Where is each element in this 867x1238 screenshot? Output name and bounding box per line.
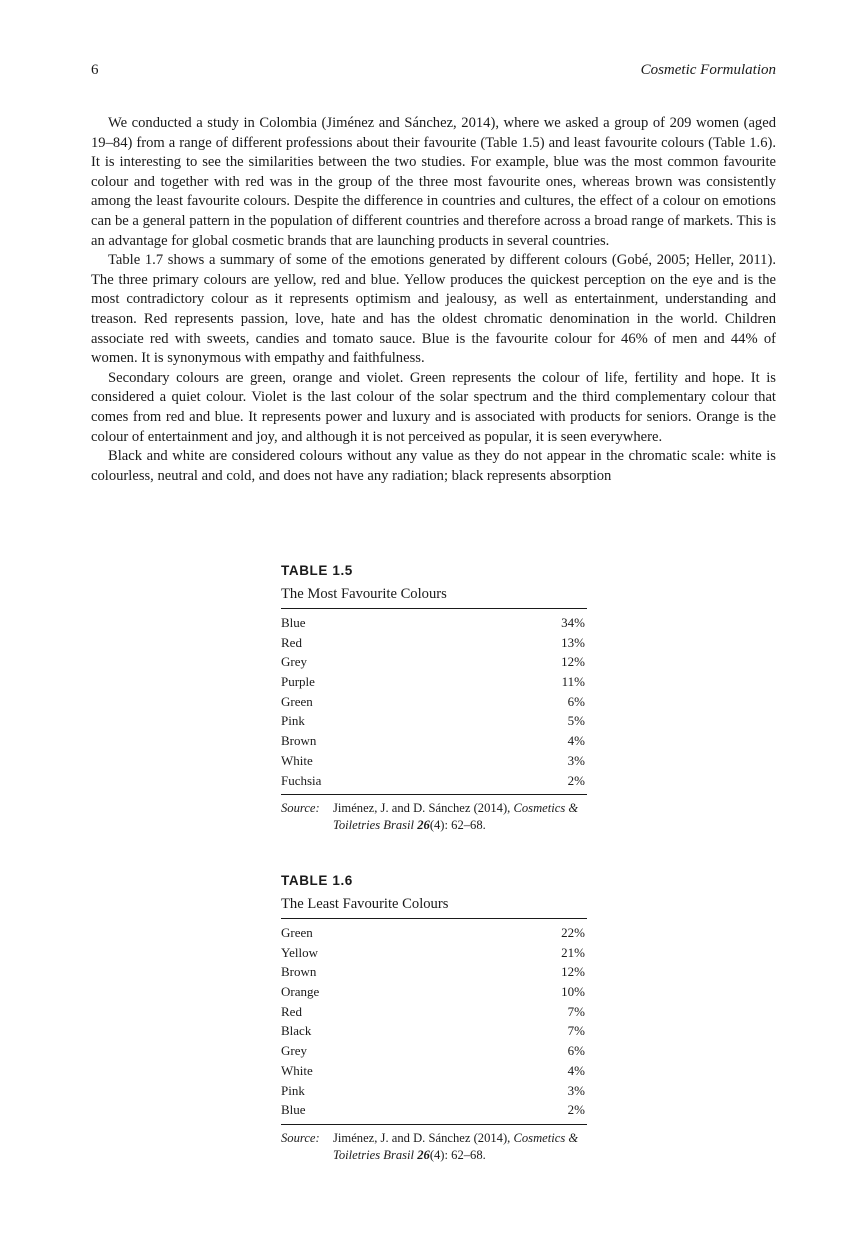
colour-cell: White	[281, 1062, 313, 1078]
page-header	[91, 62, 776, 84]
paragraph: We conducted a study in Colombia (Jiménez and Sánchez, 2014), where we asked a group of 209 women (aged 19–84) from a range of different professions about their favourite (Table 1.5) and least favourite colours (Table 1.6). It is interesting to see the similarities between the two studies. For example, blue was the most common favourite colour and together with red was in the group of the three most favourite ones, whereas brown was consistently among the least favourite colours. Despite the difference in countries and cultures, the effect of a colour on emotions can be a general pattern in the population of different countries and therefore across a broad range of markets. This is an advantage for global cosmetic brands that are launching products in several countries.	[91, 115, 776, 249]
colour-cell: Green	[281, 693, 313, 709]
colour-cell: Green	[281, 925, 313, 940]
table-1-5	[281, 563, 587, 834]
table-row	[281, 672, 587, 692]
percent-cell: 6%	[567, 1043, 585, 1059]
percent-cell: 6%	[567, 693, 585, 709]
table-row	[281, 771, 587, 791]
source-volume: 26	[417, 1147, 430, 1162]
source-authors: Jiménez, J. and D. Sánchez (2014),	[333, 801, 514, 816]
table-row	[281, 962, 587, 982]
percent-cell: 10%	[561, 984, 585, 1000]
percent-cell: 3%	[567, 1082, 585, 1098]
table-row	[281, 652, 587, 672]
table-caption: The Least Favourite Colours	[281, 896, 587, 919]
table-caption: The Most Favourite Colours	[281, 586, 587, 609]
source-label: Source:	[281, 801, 320, 816]
source-label: Source:	[281, 1130, 320, 1145]
percent-cell: 3%	[567, 752, 585, 768]
body-text	[91, 114, 776, 486]
table-row	[281, 613, 587, 633]
table-row	[281, 711, 587, 731]
table-body	[281, 609, 587, 795]
table-1-6	[281, 873, 587, 1164]
table-row	[281, 982, 587, 1002]
table-body	[281, 919, 587, 1125]
percent-cell: 12%	[561, 654, 585, 670]
colour-cell: Fuchsia	[281, 772, 322, 788]
running-title: Cosmetic Formulation	[640, 62, 776, 78]
percent-cell: 2%	[567, 1102, 585, 1118]
table-row	[281, 1021, 587, 1041]
colour-cell: Red	[281, 1003, 302, 1019]
colour-cell: Yellow	[281, 944, 318, 960]
percent-cell: 11%	[561, 674, 585, 690]
table-row	[281, 923, 587, 943]
percent-cell: 7%	[567, 1023, 585, 1039]
colour-cell: Purple	[281, 674, 315, 690]
percent-cell: 5%	[567, 713, 585, 729]
colour-cell: Blue	[281, 1102, 306, 1118]
colour-cell: Pink	[281, 1082, 305, 1098]
source-pages: (4): 62–68.	[429, 1147, 486, 1162]
source-citation	[333, 800, 587, 834]
table-row	[281, 1061, 587, 1081]
table-source	[281, 1130, 587, 1164]
table-source	[281, 800, 587, 834]
colour-cell: Blue	[281, 615, 306, 630]
table-row	[281, 943, 587, 963]
table-row	[281, 751, 587, 771]
percent-cell: 34%	[561, 615, 585, 630]
table-row	[281, 1041, 587, 1061]
colour-cell: Pink	[281, 713, 305, 729]
colour-cell: Grey	[281, 654, 307, 670]
colour-cell: Grey	[281, 1043, 307, 1059]
page-number: 6	[91, 62, 99, 78]
colour-cell: Red	[281, 634, 302, 650]
colour-cell: Orange	[281, 984, 320, 1000]
table-label: TABLE 1.6	[281, 873, 353, 888]
table-row	[281, 1081, 587, 1101]
percent-cell: 12%	[561, 964, 585, 980]
paragraph: Black and white are considered colours without any value as they do not appear in the chromatic scale: white is colourless, neutral and cold, and does not have any radiation; black represents absorption	[91, 448, 776, 484]
table-row	[281, 1100, 587, 1120]
source-pages: (4): 62–68.	[429, 818, 486, 833]
colour-cell: Brown	[281, 964, 317, 980]
source-journal: Cosmetics & Toiletries Brasil	[333, 1130, 579, 1162]
source-citation	[333, 1130, 587, 1164]
percent-cell: 13%	[561, 634, 585, 650]
paragraph: Table 1.7 shows a summary of some of the emotions generated by different colours (Gobé, 2005; Heller, 2011). The three primary colours are yellow, red and blue. Yellow produces the quickest perception on the eye and is the most contradictory colour as it represents optimism and jealousy, as well as entertainment, understanding and treason. Red represents passion, love, hate and has the oldest chromatic denomination in the world. Children associate red with sweets, candies and tomato sauce. Blue is the favourite colour for 46% of men and 44% of women. It is synonymous with empathy and faithfulness.	[91, 252, 776, 367]
source-volume: 26	[417, 818, 430, 833]
percent-cell: 7%	[567, 1003, 585, 1019]
colour-cell: White	[281, 752, 313, 768]
table-row	[281, 633, 587, 653]
percent-cell: 4%	[567, 1062, 585, 1078]
table-row	[281, 1002, 587, 1022]
table-row	[281, 731, 587, 751]
percent-cell: 2%	[567, 772, 585, 788]
table-label: TABLE 1.5	[281, 563, 353, 578]
table-row	[281, 692, 587, 712]
source-journal: Cosmetics & Toiletries Brasil	[333, 801, 579, 833]
colour-cell: Black	[281, 1023, 312, 1039]
colour-cell: Brown	[281, 733, 317, 749]
percent-cell: 22%	[561, 925, 585, 940]
paragraph: Secondary colours are green, orange and violet. Green represents the colour of life, fertility and hope. It is considered a quiet colour. Violet is the last colour of the solar spectrum and the third complementary colour that comes from red and blue. It represents power and luxury and is associated with products for seniors. Orange is the colour of entertainment and joy, and although it is not perceived as popular, it is seen everywhere.	[91, 369, 776, 445]
percent-cell: 4%	[567, 733, 585, 749]
percent-cell: 21%	[561, 944, 585, 960]
source-authors: Jiménez, J. and D. Sánchez (2014),	[333, 1130, 514, 1145]
